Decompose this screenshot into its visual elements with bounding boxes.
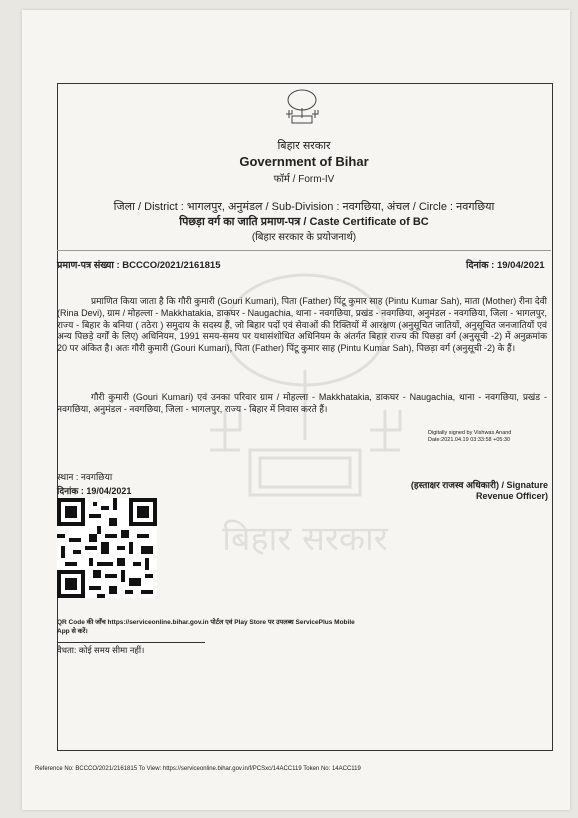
qr-code[interactable]: [57, 498, 157, 598]
place-date: दिनांक : 19/04/2021: [57, 486, 132, 496]
qr-verification-note: QR Code की जाँच https://serviceonline.bihar.gov.in पोर्टल एवं Play Store पर उपलब्ध ServicePlus Mobile App से करें।: [57, 619, 355, 635]
certificate-title: पिछड़ा वर्ग का जाति प्रमाण-पत्र / Caste Certificate of BC: [179, 216, 429, 228]
place-label: स्थान : नवगछिया: [57, 472, 113, 482]
signature-label-line2: Revenue Officer): [475, 491, 548, 501]
certificate-paragraph-2: गौरी कुमारी (Gouri Kumari) एवं उनका परिवार ग्राम / मोहल्ला - Makkhatakia, डाकघर - Naugachia, थाना - नवगछिया, प्रखंड - नवगछिया, अनुमंडल - नवगछिया, जिला - भागलपुर, राज्य - बिहार में निवास करते हैं।: [57, 392, 547, 414]
validity-note: वैधता: कोई समय सीमा नहीं।: [57, 642, 205, 656]
header-hindi-title: बिहार सरकार: [277, 140, 331, 152]
certificate-number: प्रमाण-पत्र संख्या : BCCCO/2021/2161815: [57, 260, 221, 271]
header-divider: [57, 250, 551, 251]
certificate-paragraph-1: प्रमाणित किया जाता है कि गौरी कुमारी (Gouri Kumari), पिता (Father) पिंटू कुमार साह (Pintu Kumar Sah), माता (Mother) रीना देवी (Rina Devi), ग्राम / मोहल्ला - Makkhatakia, डाकघर - Naugachia, थाना - नवगछिया, प्रखंड - नवगछिया, अनुमंडल - नवगछिया, जिला - भागलपुर, राज्य - बिहार के बनिया ( तठेरा ) समुदाय के सदस्य हैं, जो बिहार पदों एवं सेवाओं की रिक्तियों में आरक्षण (अनुसूचित जातियों, अनुसूचित जनजातियों एवं अन्य पिछड़े वर्गों के लिए) अधिनियम, 1991 समय-समय पर यथासंशोधित अधिनियम के अंतर्गत बिहार राज्य की पिछड़ा वर्ग (अनुसूची -2) में अनुक्रमांक 20 पर अंकित है। अतः गौरी कुमारी (Gouri Kumari), पिता (Father) पिंटू कुमार साह (Pintu Kumar Sah), पिछड़ा वर्ग (अनुसूची -2) के हैं।: [57, 296, 547, 354]
digital-signature-line1: Digitally signed by Vishwas Anand: [428, 430, 512, 436]
watermark-text: बिहार सरकार: [222, 519, 388, 559]
district-line: जिला / District : भागलपुर, अनुमंडल / Sub-Division : नवगछिया, अंचल / Circle : नवगछिया: [113, 201, 495, 213]
issue-date: दिनांक : 19/04/2021: [466, 260, 545, 271]
header-title: Government of Bihar: [239, 154, 369, 169]
form-label: फॉर्म / Form-IV: [273, 174, 335, 185]
bihar-emblem-icon: [284, 88, 320, 130]
digital-signature: [428, 430, 511, 444]
footer-reference: Reference No: BCCCO/2021/2161815 To View: https://serviceonline.bihar.gov.in/f/PCSxc/14ACC119 Token No: 14ACC119: [35, 766, 361, 772]
digital-signature-line2: Date:2021.04.19 03:33:58 +05:30: [428, 437, 511, 443]
usage-line: (बिहार सरकार के प्रयोजनार्थ): [251, 232, 357, 243]
signature-label-line1: (हस्ताक्षर राजस्व अधिकारी) / Signature: [410, 480, 548, 490]
